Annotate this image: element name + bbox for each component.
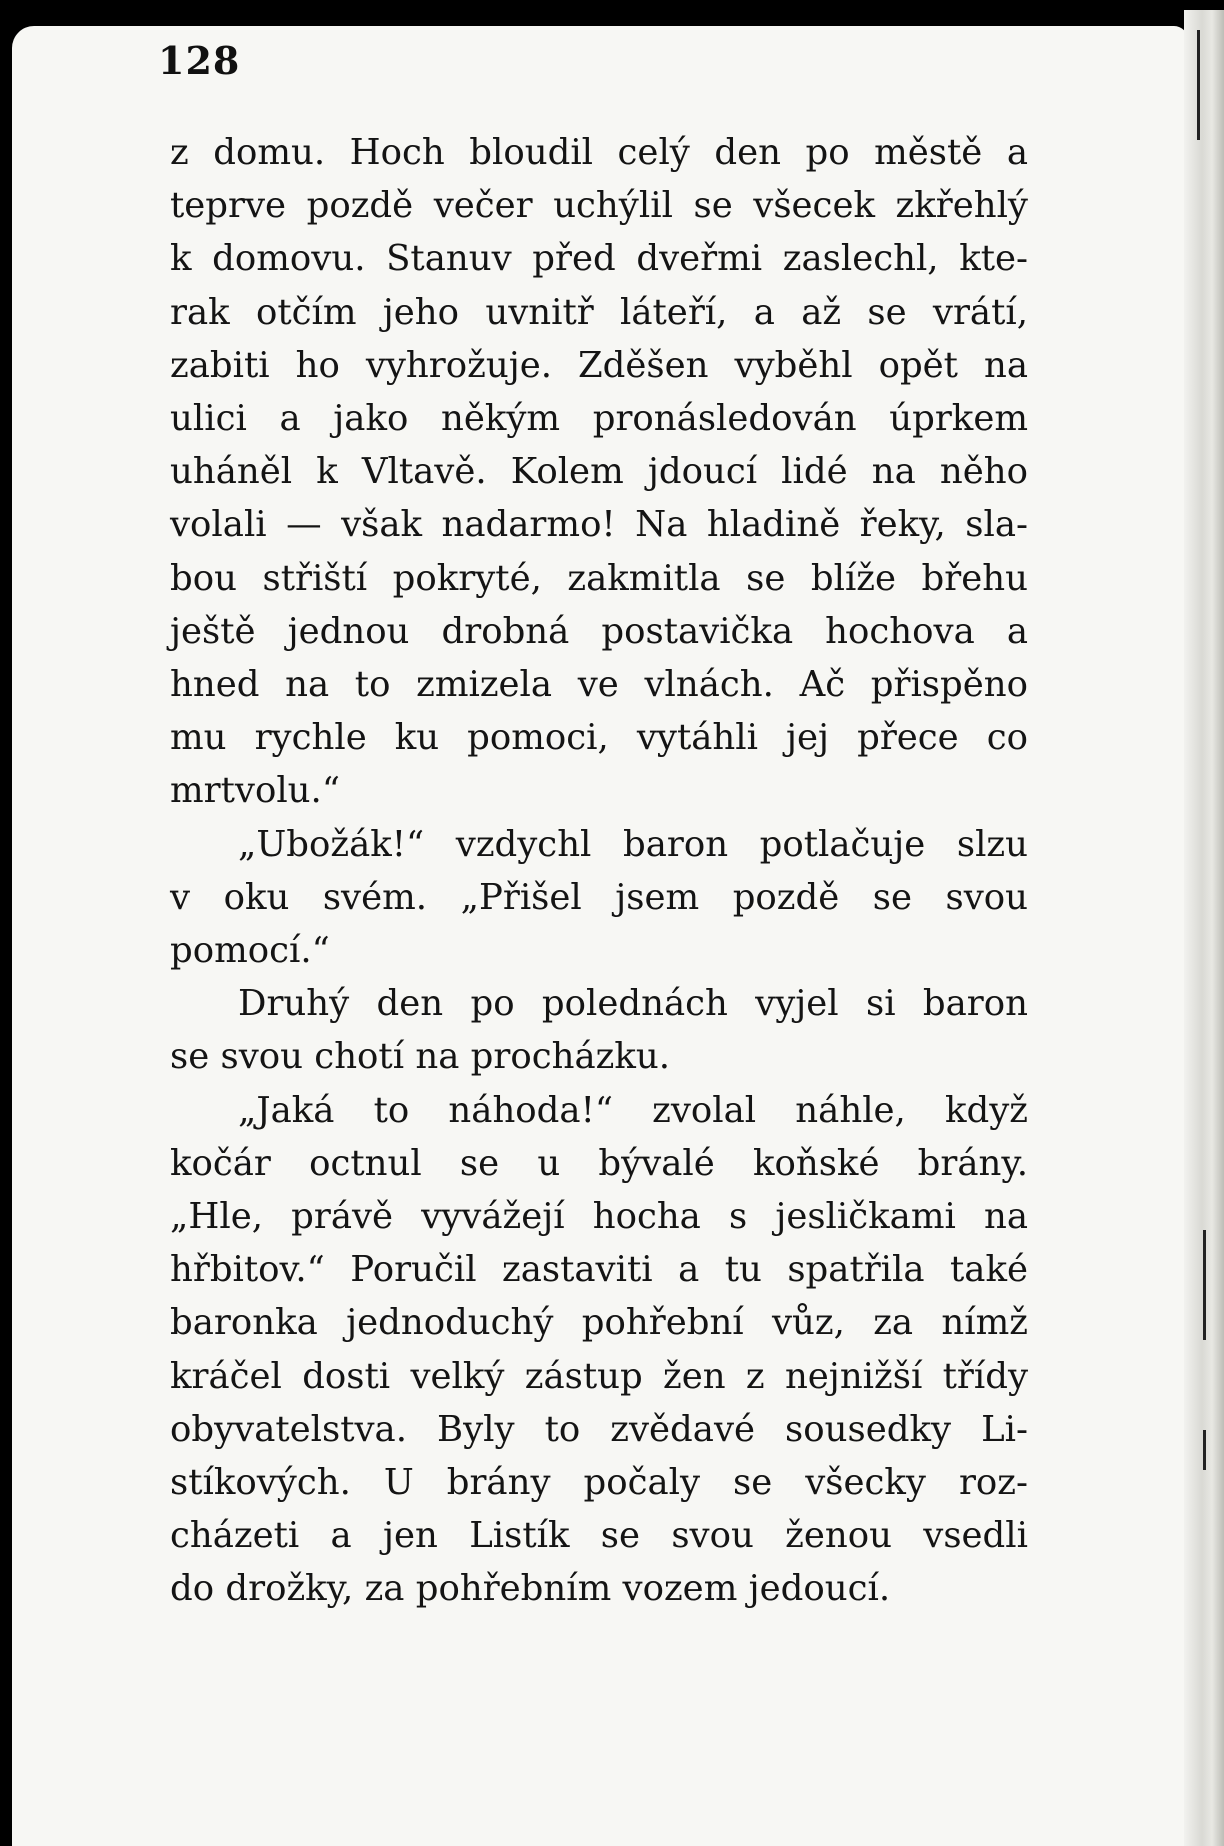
text-line: teprve pozdě večer uchýlil se všecek zkřehlý: [170, 185, 1028, 227]
text-line: kočár octnul se u bývalé koňské brány.: [170, 1142, 1028, 1184]
text-line: hřbitov.“ Poručil zastaviti a tu spatřila také: [170, 1249, 1028, 1291]
text-line: v oku svém. „Přišel jsem pozdě se svou: [170, 876, 1028, 918]
text-line: baronka jednoduchý pohřební vůz, za nímž: [170, 1302, 1028, 1344]
page-edge: [1184, 10, 1224, 1846]
text-line: „Hle, právě vyvážejí hocha s jesličkami na: [170, 1196, 1028, 1238]
text-line: k domovu. Stanuv před dveřmi zaslechl, kte-: [170, 238, 1028, 280]
text-line: mu rychle ku pomoci, vytáhli jej přece co: [170, 717, 1028, 759]
text-line: „Ubožák!“ vzdychl baron potlačuje slzu: [238, 823, 1028, 865]
text-line: Druhý den po polednách vyjel si baron: [238, 983, 1028, 1025]
text-line: ulici a jako někým pronásledován úprkem: [170, 398, 1028, 440]
edge-mark: [1197, 30, 1200, 140]
text-line: volali — však nadarmo! Na hladině řeky, sla-: [170, 504, 1028, 546]
text-line: se svou chotí na procházku.: [170, 1036, 670, 1078]
text-line: mrtvolu.“: [170, 770, 340, 812]
text-line: kráčel dosti velký zástup žen z nejnižší třídy: [170, 1355, 1028, 1397]
text-line: pomocí.“: [170, 930, 330, 972]
text-line: do drožky, za pohřebním vozem jedoucí.: [170, 1568, 891, 1610]
text-line: cházeti a jen Listík se svou ženou vsedli: [170, 1515, 1028, 1557]
text-line: z domu. Hoch bloudil celý den po městě a: [170, 132, 1028, 173]
text-line: obyvatelstva. Byly to zvědavé sousedky Li-: [170, 1408, 1028, 1450]
text-line: stíkových. U brány počaly se všecky roz-: [170, 1462, 1028, 1504]
text-line: „Jaká to náhoda!“ zvolal náhle, když: [238, 1089, 1028, 1131]
body-text: [170, 126, 1028, 1616]
text-line: uháněl k Vltavě. Kolem jdoucí lidé na něho: [170, 451, 1028, 493]
text-line: rak otčím jeho uvnitř láteří, a až se vrátí,: [170, 291, 1028, 333]
edge-mark: [1203, 1430, 1206, 1470]
text-line: zabiti ho vyhrožuje. Zděšen vyběhl opět na: [170, 344, 1028, 386]
edge-mark: [1203, 1230, 1206, 1340]
text-line: ještě jednou drobná postavička hochova a: [170, 610, 1028, 652]
page-number: 128: [158, 38, 241, 83]
text-line: bou střiští pokryté, zakmitla se blíže břehu: [170, 557, 1028, 599]
text-line: hned na to zmizela ve vlnách. Ač přispěno: [170, 664, 1028, 706]
